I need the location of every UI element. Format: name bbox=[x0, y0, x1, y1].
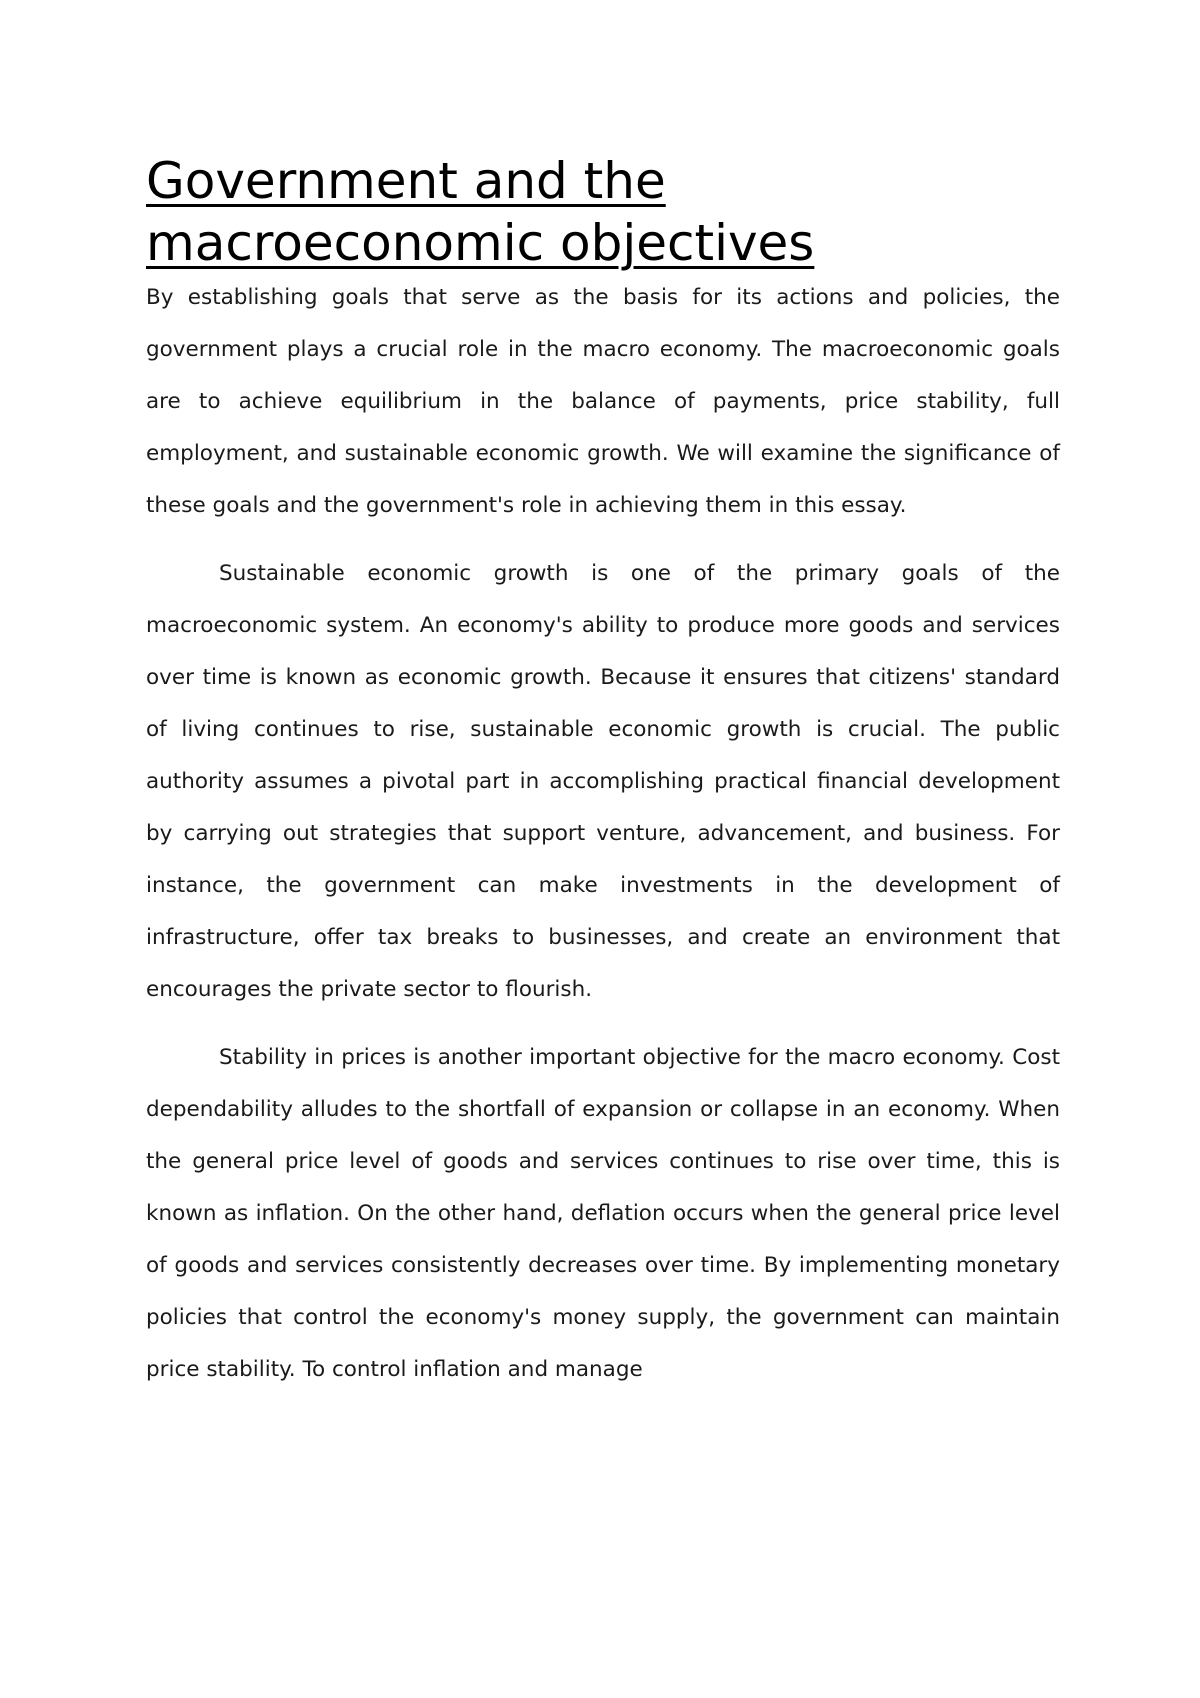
paragraph-economic-growth: Sustainable economic growth is one of the primary goals of the macroeconomic system. An economy's ability to produce more goods and services over time is known as economic growth. Because it ensures that citizens' standard of living continues to rise, sustainable economic growth is crucial. The public authority assumes a pivotal part in accomplishing practical financial development by carrying out strategies that support venture, advancement, and business. For instance, the government can make investments in the development of infrastructure, offer tax breaks to businesses, and create an environment that encourages the private sector to flourish. bbox=[146, 561, 1060, 1002]
document-body bbox=[146, 150, 1060, 1396]
paragraph-price-stability: Stability in prices is another important objective for the macro economy. Cost dependability alludes to the shortfall of expansion or collapse in an economy. When the general price level of goods and services continues to rise over time, this is known as inflation. On the other hand, deflation occurs when the general price level of goods and services consistently decreases over time. By implementing monetary policies that control the economy's money supply, the government can maintain price stability. To control inflation and manage bbox=[146, 1045, 1060, 1382]
document-title: Government and the macroeconomic objectives bbox=[146, 152, 815, 272]
paragraph-intro: By establishing goals that serve as the basis for its actions and policies, the government plays a crucial role in the macro economy. The macroeconomic goals are to achieve equilibrium in the balance of payments, price stability, full employment, and sustainable economic growth. We will examine the significance of these goals and the government's role in achieving them in this essay. bbox=[146, 285, 1060, 518]
